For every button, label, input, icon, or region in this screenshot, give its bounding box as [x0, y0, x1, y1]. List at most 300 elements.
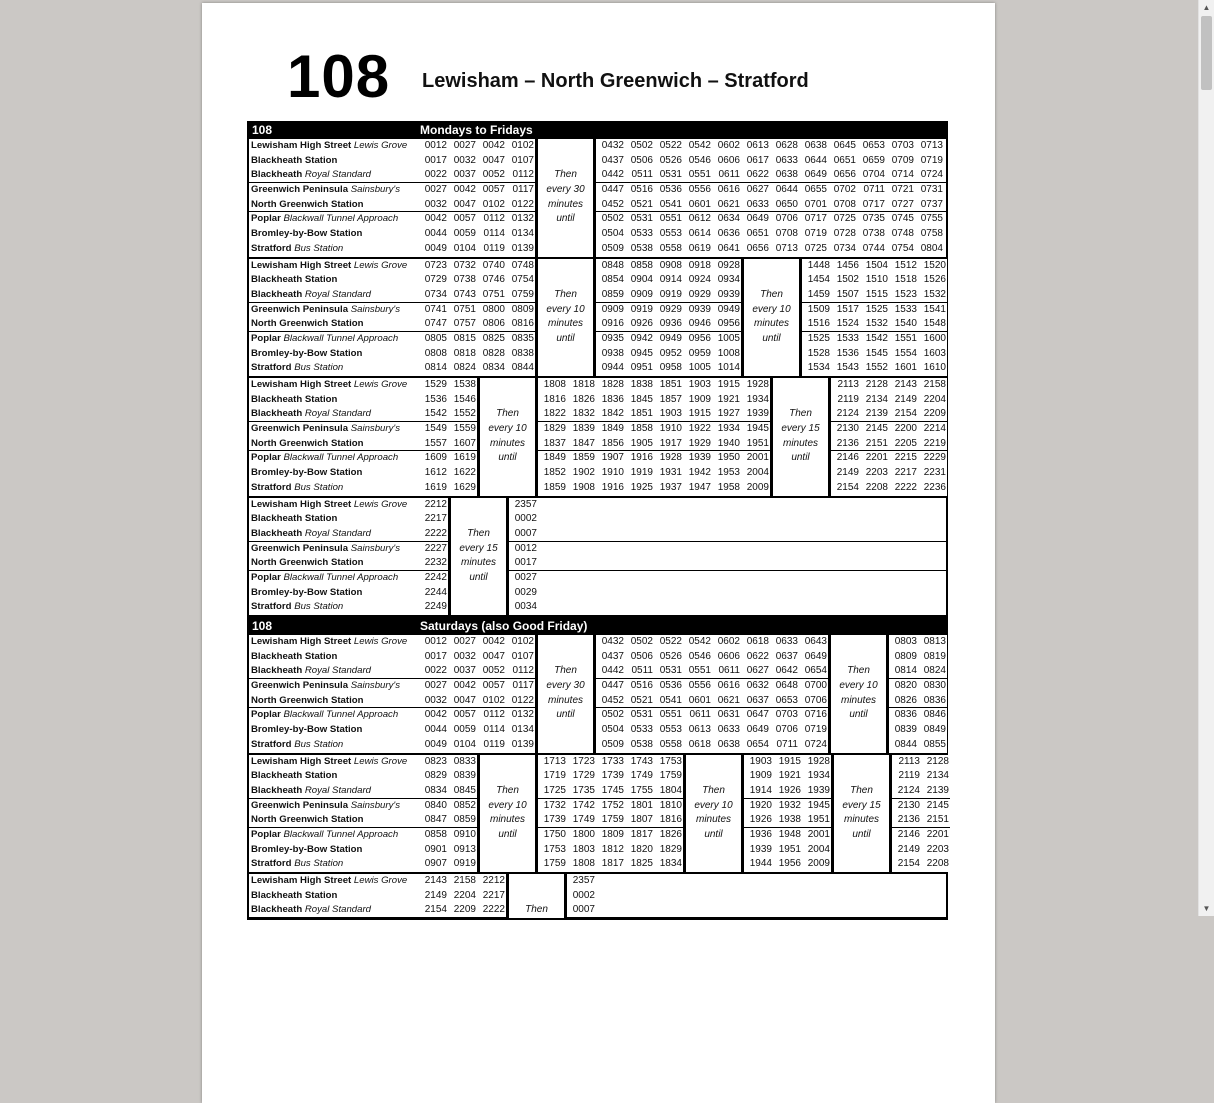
departure-time: 1752	[601, 799, 624, 811]
departure-time: 1839	[572, 423, 595, 435]
stop-name-main: Stratford	[251, 242, 292, 254]
stop-name-main: Lewisham High Street	[251, 636, 352, 647]
departure-time: 0022	[424, 169, 447, 181]
departure-time: 0844	[511, 362, 534, 374]
frequency-line: every 10	[752, 303, 791, 315]
departure-time: 1920	[749, 799, 772, 811]
departure-time: 1953	[717, 467, 740, 479]
stop-row	[538, 378, 770, 393]
stop-row	[249, 481, 477, 496]
departure-time: 0541	[659, 694, 682, 706]
departure-time: 0649	[746, 724, 769, 736]
departure-time: 0132	[511, 709, 534, 721]
stop-row	[802, 303, 947, 318]
departure-time: 1534	[807, 362, 830, 374]
departure-time: 1907	[601, 452, 624, 464]
departure-times-group	[538, 755, 683, 873]
departure-time: 0648	[775, 680, 798, 692]
departure-time: 0556	[688, 680, 711, 692]
stop-row	[889, 694, 947, 709]
stop-name-main: Lewisham High Street	[251, 379, 352, 390]
departure-time: 2149	[897, 843, 920, 855]
stop-row	[538, 437, 770, 452]
departure-time: 0910	[453, 828, 476, 840]
stop-row	[249, 139, 535, 154]
departure-time: 0815	[453, 332, 476, 344]
stop-row	[596, 168, 946, 183]
departure-time: 1817	[630, 828, 653, 840]
departure-time: 0901	[424, 843, 447, 855]
departure-time: 0531	[630, 213, 653, 225]
departure-time: 0631	[717, 709, 740, 721]
frequency-line	[480, 393, 535, 408]
frequency-line	[451, 498, 506, 513]
departure-time: 1629	[453, 481, 476, 493]
departure-time: 0022	[424, 665, 447, 677]
stop-row	[249, 843, 477, 858]
departure-time: 1919	[630, 467, 653, 479]
frequency-line: until	[498, 452, 517, 464]
stop-name	[249, 542, 419, 557]
departure-time: 2151	[926, 814, 949, 826]
departure-time: 0027	[453, 140, 476, 151]
stop-row	[889, 723, 947, 738]
stop-name-qualifier: Blackwall Tunnel Approach	[283, 709, 399, 721]
departure-time: 2113	[898, 755, 920, 767]
departure-time: 1733	[601, 755, 624, 767]
departure-time: 1518	[894, 274, 917, 286]
stop-name-main: Lewisham High Street	[251, 140, 352, 151]
departure-time: 0032	[424, 694, 447, 706]
departure-time: 0602	[717, 636, 740, 647]
frequency-note	[834, 755, 889, 873]
departure-time: 1750	[543, 828, 566, 840]
departure-times-group	[596, 139, 946, 257]
stop-name	[249, 679, 419, 694]
departure-time: 0122	[511, 694, 534, 706]
departure-time: 2128	[926, 755, 949, 767]
departure-time: 0751	[453, 303, 476, 315]
frequency-line: until	[469, 571, 488, 583]
stop-row	[596, 347, 741, 362]
departure-time: 1549	[424, 423, 447, 435]
departure-time: 1610	[923, 362, 946, 374]
departure-time: 0919	[630, 303, 653, 315]
frequency-line	[480, 481, 535, 496]
departure-time: 0432	[601, 636, 624, 647]
departure-time: 0536	[659, 184, 682, 196]
departure-time: 0017	[424, 154, 447, 166]
departure-time: 0633	[775, 154, 798, 166]
stop-name-main: Stratford	[251, 601, 292, 613]
departure-time: 0824	[923, 665, 946, 677]
stop-row	[889, 650, 947, 665]
departure-time: 0047	[453, 198, 476, 210]
departure-time: 1931	[659, 467, 682, 479]
stop-row	[596, 212, 946, 227]
departure-time: 0622	[746, 169, 769, 181]
timetable-block	[249, 874, 946, 918]
departure-time: 1005	[688, 362, 711, 374]
departure-time: 0447	[601, 680, 624, 692]
stop-name	[249, 303, 419, 318]
departure-time: 0709	[891, 154, 914, 166]
departure-time: 0908	[659, 259, 682, 271]
departure-time: 2214	[923, 423, 946, 435]
stop-row	[249, 154, 535, 169]
frequency-line	[509, 889, 564, 904]
frequency-line	[451, 512, 506, 527]
stop-name	[249, 451, 419, 466]
section-title: Mondays to Fridays	[420, 123, 533, 137]
frequency-line: every 15	[781, 423, 820, 435]
departure-time: 2208	[926, 858, 949, 870]
departure-time: 0611	[718, 169, 740, 181]
departure-time: 0706	[775, 213, 798, 225]
stop-row	[249, 288, 535, 303]
departure-time: 0818	[453, 347, 476, 359]
departure-time: 2212	[424, 498, 447, 510]
departure-time: 1516	[807, 318, 830, 330]
departure-time: 0840	[424, 799, 447, 811]
stop-row	[249, 437, 477, 452]
stop-name-qualifier: Lewis Grove	[353, 636, 408, 647]
departure-time: 1557	[424, 437, 447, 449]
departure-time: 0936	[659, 318, 682, 330]
departure-time: 0437	[601, 154, 624, 166]
stop-name-main: Blackheath Station	[251, 889, 338, 901]
stop-row	[596, 198, 946, 213]
departure-time: 1533	[836, 332, 859, 344]
stop-row	[892, 813, 950, 828]
departure-time: 0741	[424, 303, 447, 315]
departure-time: 2244	[424, 586, 447, 598]
departure-time: 0719	[804, 724, 827, 736]
departure-time: 2154	[897, 858, 920, 870]
departure-time: 0916	[601, 318, 624, 330]
departure-time: 1934	[717, 423, 740, 435]
departure-time: 0531	[659, 169, 682, 181]
departure-time: 0729	[424, 274, 447, 286]
departure-time: 1523	[894, 288, 917, 300]
stop-row	[596, 332, 741, 347]
stop-name-main: Greenwich Peninsula	[251, 184, 349, 196]
departure-time: 0551	[688, 665, 711, 677]
stop-row	[596, 679, 828, 694]
departure-time: 1851	[630, 408, 653, 420]
departure-time: 0636	[717, 228, 740, 240]
scroll-up-arrow-icon[interactable]: ▲	[1202, 3, 1211, 12]
departure-time: 1945	[807, 799, 830, 811]
departure-time: 0907	[424, 858, 447, 870]
departure-time: 0653	[862, 140, 885, 151]
departure-time: 1852	[543, 467, 566, 479]
departure-time: 0611	[689, 709, 711, 721]
frequency-line	[834, 857, 889, 872]
departure-time: 1859	[543, 481, 566, 493]
departure-time: 0616	[717, 184, 740, 196]
departure-time: 1940	[717, 437, 740, 449]
frequency-line: every 10	[488, 799, 527, 811]
frequency-line: every 30	[546, 184, 585, 196]
frequency-line	[538, 635, 593, 650]
departure-time: 0717	[804, 213, 827, 225]
stop-name	[249, 259, 419, 274]
departure-time: 0522	[659, 636, 682, 647]
departure-time: 0538	[630, 738, 653, 750]
departure-time: 1546	[453, 393, 476, 405]
vertical-scrollbar[interactable]	[1198, 0, 1214, 916]
departure-time: 0748	[511, 259, 534, 271]
departure-time: 1542	[424, 408, 447, 420]
stop-row	[249, 451, 477, 466]
stop-row	[249, 183, 535, 198]
departure-time: 0634	[717, 213, 740, 225]
frequency-note	[509, 874, 564, 918]
departure-time: 0711	[863, 184, 885, 196]
stop-row	[596, 664, 828, 679]
departure-time: 0538	[630, 242, 653, 254]
frequency-line	[480, 857, 535, 872]
departure-time: 1540	[894, 318, 917, 330]
departure-time: 0047	[482, 154, 505, 166]
stop-name	[249, 273, 419, 288]
stop-row	[802, 273, 947, 288]
frequency-line	[538, 154, 593, 169]
departure-time: 1548	[923, 318, 946, 330]
timetable	[247, 121, 948, 920]
departure-time: 0633	[775, 636, 798, 647]
departure-times-group	[249, 378, 477, 496]
departure-time: 1808	[543, 379, 566, 390]
departure-time: 0852	[453, 799, 476, 811]
stop-name	[249, 347, 419, 362]
stop-name	[249, 843, 419, 858]
stop-name	[249, 139, 419, 154]
frequency-line: until	[556, 213, 575, 225]
departure-time: 0502	[630, 636, 653, 647]
departure-time: 0556	[688, 184, 711, 196]
departure-time: 0533	[630, 724, 653, 736]
stop-name	[249, 664, 419, 678]
departure-time: 0044	[424, 228, 447, 240]
departure-time: 2154	[836, 481, 859, 493]
stop-name-qualifier: Blackwall Tunnel Approach	[283, 828, 399, 840]
departure-time: 1454	[807, 274, 830, 286]
departure-time: 2203	[926, 843, 949, 855]
departure-time: 0034	[514, 601, 537, 613]
departure-time: 0619	[688, 242, 711, 254]
departure-time: 2236	[923, 481, 946, 493]
stop-name	[249, 332, 419, 347]
stop-name-main: Stratford	[251, 362, 292, 374]
departure-time: 0027	[424, 680, 447, 692]
frequency-line: until	[556, 332, 575, 344]
departure-time: 0558	[659, 242, 682, 254]
stop-name	[249, 813, 419, 827]
stop-name	[249, 361, 419, 376]
stop-row	[249, 332, 535, 347]
departure-time: 1947	[688, 481, 711, 493]
frequency-line: Then	[850, 784, 873, 796]
departure-time: 0814	[424, 362, 447, 374]
scroll-down-arrow-icon[interactable]: ▼	[1202, 904, 1211, 913]
stop-row	[892, 857, 950, 872]
stop-name	[249, 556, 419, 570]
departure-time: 1903	[749, 755, 772, 767]
stop-row	[249, 227, 535, 242]
stop-name-qualifier: Lewis Grove	[353, 379, 408, 390]
departure-time: 0521	[630, 694, 653, 706]
departure-time: 0037	[453, 169, 476, 181]
departure-time: 0855	[923, 738, 946, 750]
stop-row	[249, 317, 535, 332]
departure-time: 1825	[630, 858, 653, 870]
stop-name-qualifier: Royal Standard	[304, 288, 371, 300]
stop-name	[249, 723, 419, 738]
departure-time: 1934	[807, 770, 830, 782]
stop-name-main: Blackheath	[251, 904, 303, 916]
departure-time: 0838	[511, 347, 534, 359]
stop-row	[892, 799, 950, 814]
departure-time: 0102	[511, 636, 534, 647]
departure-time: 1849	[543, 452, 566, 464]
departure-time: 0002	[514, 513, 537, 525]
departure-time: 0627	[746, 184, 769, 196]
departure-time: 0504	[601, 228, 624, 240]
departure-time: 2151	[865, 437, 888, 449]
departure-time: 1950	[717, 452, 740, 464]
stop-row	[892, 769, 950, 784]
departure-time: 0638	[717, 738, 740, 750]
frequency-note	[744, 259, 799, 377]
stop-name	[249, 227, 419, 242]
frequency-line	[773, 466, 828, 481]
frequency-line: Then	[760, 288, 783, 300]
scrollbar-thumb[interactable]	[1201, 16, 1212, 90]
frequency-line: Then	[554, 288, 577, 300]
departure-time: 0734	[833, 242, 856, 254]
departure-time: 1533	[894, 303, 917, 315]
departure-time: 0032	[424, 198, 447, 210]
departure-time: 0816	[511, 318, 534, 330]
stop-name-main: Blackheath Station	[251, 513, 338, 525]
departure-time: 0836	[923, 694, 946, 706]
departure-time: 1838	[630, 379, 653, 390]
stop-name-main: North Greenwich Station	[251, 814, 364, 826]
departure-time: 1622	[453, 467, 476, 479]
stop-row	[249, 512, 448, 527]
departure-time: 0437	[601, 650, 624, 662]
frequency-note	[451, 498, 506, 616]
departure-time: 0007	[514, 527, 537, 539]
departure-time: 0618	[688, 738, 711, 750]
departure-time: 1755	[630, 784, 653, 796]
departure-time: 0649	[746, 213, 769, 225]
stop-row	[596, 154, 946, 169]
departure-times-group	[892, 755, 950, 873]
departure-time: 0956	[717, 318, 740, 330]
frequency-line	[480, 466, 535, 481]
departure-time: 0526	[659, 154, 682, 166]
stop-name-qualifier: Blackwall Tunnel Approach	[283, 452, 399, 464]
frequency-line: until	[704, 828, 723, 840]
departure-time: 0813	[923, 636, 946, 647]
departure-time: 0447	[601, 184, 624, 196]
stop-row	[249, 799, 477, 814]
frequency-line	[480, 378, 535, 393]
departure-time: 0758	[920, 228, 943, 240]
departure-time: 0650	[775, 198, 798, 210]
stop-row	[596, 723, 828, 738]
departure-time: 0614	[688, 228, 711, 240]
departure-time: 1812	[601, 843, 624, 855]
departure-time: 1826	[572, 393, 595, 405]
frequency-line: Then	[554, 169, 577, 181]
departure-time: 0633	[746, 198, 769, 210]
departure-times-group	[509, 498, 946, 616]
departure-time: 0721	[891, 184, 914, 196]
departure-time: 1927	[717, 408, 740, 420]
frequency-line: minutes	[547, 198, 583, 210]
stop-row	[596, 288, 741, 303]
departure-time: 0553	[659, 228, 682, 240]
departure-time: 0748	[891, 228, 914, 240]
stop-row	[744, 755, 831, 770]
stop-row	[596, 317, 741, 332]
section-title: Saturdays (also Good Friday)	[420, 619, 588, 633]
frequency-line	[538, 361, 593, 376]
departure-time: 1612	[424, 467, 447, 479]
departure-time: 1749	[630, 770, 653, 782]
departure-times-group	[249, 498, 448, 616]
stop-row	[831, 481, 947, 496]
departure-time: 0452	[601, 694, 624, 706]
departure-time: 0516	[630, 184, 653, 196]
frequency-line	[538, 738, 593, 753]
stop-row	[249, 679, 535, 694]
departure-time: 1005	[717, 332, 740, 344]
departure-time: 0834	[424, 784, 447, 796]
departure-time: 0546	[688, 650, 711, 662]
stop-name-main: Blackheath Station	[251, 154, 338, 166]
departure-time: 1939	[807, 784, 830, 796]
departure-time: 0914	[659, 274, 682, 286]
departure-time: 1916	[601, 481, 624, 493]
stop-name	[249, 437, 419, 451]
frequency-line: every 10	[694, 799, 733, 811]
departure-time: 1603	[923, 347, 946, 359]
departure-time: 1832	[572, 408, 595, 420]
departure-times-group	[744, 755, 831, 873]
stop-row	[596, 242, 946, 257]
stop-name-qualifier: Sainsbury's	[350, 184, 401, 196]
stop-row	[538, 784, 683, 799]
departure-time: 2201	[926, 828, 949, 840]
departure-time: 2136	[897, 814, 920, 826]
departure-time: 0836	[894, 709, 917, 721]
stop-row	[538, 769, 683, 784]
stop-name	[249, 738, 419, 753]
departure-time: 0859	[453, 814, 476, 826]
frequency-note	[480, 755, 535, 873]
departure-time: 0713	[775, 242, 798, 254]
departure-time: 1551	[894, 332, 917, 344]
departure-time: 0606	[717, 154, 740, 166]
departure-time: 0744	[862, 242, 885, 254]
route-number: 108	[287, 43, 391, 110]
departure-time: 2130	[836, 423, 859, 435]
